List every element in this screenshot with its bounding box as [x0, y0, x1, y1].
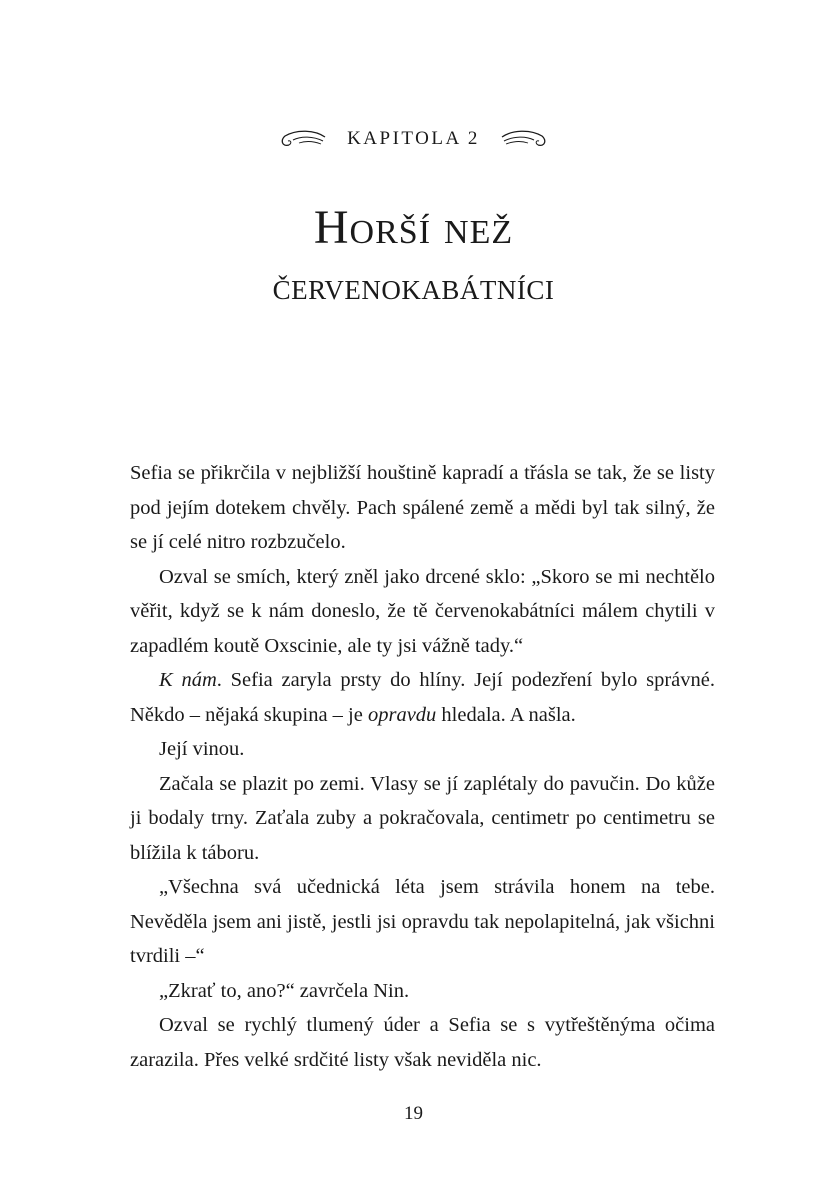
paragraph-text: Ozval se rychlý tlumený úder a Sefia se s vytřeštěnýma očima zarazila. Přes velké srdčité listy však neviděla nic.: [130, 1014, 715, 1071]
paragraph-text: Začala se plazit po zemi. Vlasy se jí zaplétaly do pavučin. Do kůže ji bodaly trny. Zaťala zuby a pokračovala, centimetr po centimetru se blížila k táboru.: [130, 772, 715, 864]
paragraph: [130, 1008, 715, 1077]
paragraph-text: „Zkrať to, ano?“ zavrčela Nin.: [159, 979, 410, 1002]
flourish-left-icon: [279, 128, 327, 150]
paragraph: [130, 456, 715, 560]
chapter-label: KAPITOLA 2: [347, 128, 480, 149]
paragraph: [130, 767, 715, 871]
paragraph-text: „Všechna svá učednická léta jsem strávila honem na tebe. Nevěděla jsem ani jistě, jestli jsi opravdu tak nepolapitelná, jak všichni tvrdili –“: [130, 876, 715, 967]
flourish-right-icon: [500, 128, 548, 150]
chapter-header: [0, 122, 827, 156]
chapter-title-line-2: červenokabátníci: [272, 266, 555, 308]
paragraph: [130, 732, 715, 767]
paragraph: [130, 663, 715, 732]
body-text: [130, 456, 715, 1077]
paragraph-text: hledala. A našla.: [436, 703, 576, 726]
paragraph-text: Sefia se přikrčila v nejbližší houštině kapradí a třásla se tak, že se listy pod jejím dotekem chvěly. Pach spálené země a mědi byl tak silný, že se jí celé nitro rozbzučelo.: [130, 462, 715, 553]
emphasis-text: K nám: [159, 669, 217, 691]
paragraph-text: Ozval se smích, který zněl jako drcené sklo: „Skoro se mi nechtělo věřit, když se k nám doneslo, že tě červenokabátníci málem chytili v zapadlém koutě Oxscinie, ale ty jsi vážně tady.“: [130, 565, 715, 657]
paragraph: [130, 560, 715, 664]
paragraph-text: Její vinou.: [159, 738, 245, 760]
page-number: 19: [404, 1103, 423, 1124]
paragraph-text: . Sefia zaryla prsty do hlíny. Její podezření bylo správné. Někdo – nějaká skupina – je: [130, 669, 715, 726]
paragraph: [130, 870, 715, 974]
paragraph: [130, 974, 715, 1009]
chapter-title-line-1: Horší než: [313, 201, 514, 254]
emphasis-text: opravdu: [367, 703, 437, 726]
